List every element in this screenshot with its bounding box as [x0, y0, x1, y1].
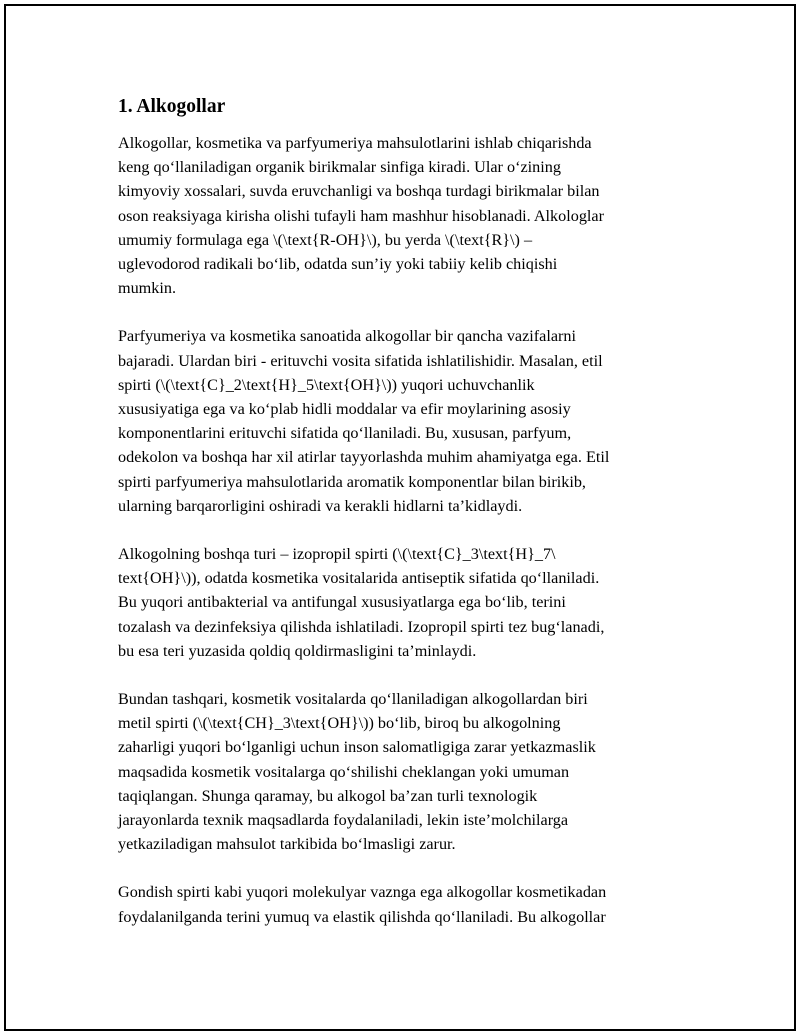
paragraph-line: keng qo‘llaniladigan organik birikmalar sinfiga kiradi. Ular o‘zining — [118, 158, 561, 177]
paragraph — [118, 687, 688, 856]
paragraph-line: text{OH}\)), odatda kosmetika vositalarida antiseptik sifatida qo‘llaniladi. — [118, 569, 600, 588]
paragraph-line: kimyoviy xossalari, suvda eruvchanligi va boshqa turdagi birikmalar bilan — [118, 182, 600, 201]
paragraph-line: Alkogolning boshqa turi – izopropil spirti (\(\text{C}_3\text{H}_7\ — [118, 545, 556, 564]
paragraph-line: xususiyatiga ega va ko‘plab hidli moddalar va efir moylarining asosiy — [118, 400, 571, 419]
paragraph-line: metil spirti (\(\text{CH}_3\text{OH}\)) bo‘lib, biroq bu alkogolning — [118, 714, 561, 733]
paragraph-line: jarayonlarda texnik maqsadlarda foydalaniladi, lekin iste’molchilarga — [118, 811, 569, 830]
paragraph-line: oson reaksiyaga kirisha olishi tufayli ham mashhur hisoblanadi. Alkologlar — [118, 206, 604, 225]
paragraph-line: Gondish spirti kabi yuqori molekulyar vaznga ega alkogollar kosmetikadan — [118, 883, 607, 902]
document-body — [118, 93, 688, 953]
paragraph-line: ularning barqarorligini oshiradi va kerakli hidlarni ta’kidlaydi. — [118, 496, 523, 515]
section-heading: 1. Alkogollar — [118, 96, 226, 117]
paragraph-line: zaharligi yuqori bo‘lganligi uchun inson salomatligiga zarar yetkazmaslik — [118, 738, 596, 757]
paragraph-line: taqiqlangan. Shunga qaramay, bu alkogol ba’zan turli texnologik — [118, 786, 538, 805]
paragraph-line: odekolon va boshqa har xil atirlar tayyorlashda muhim ahamiyatga ega. Etil — [118, 448, 610, 467]
paragraph-line: yetkaziladigan mahsulot tarkibida bo‘lmasligi zarur. — [118, 835, 456, 854]
paragraph — [118, 324, 688, 518]
paragraph-line: umumiy formulaga ega \(\text{R-OH}\), bu yerda \(\text{R}\) – — [118, 230, 533, 249]
paragraph-line: foydalanilganda terini yumuq va elastik qilishda qo‘llaniladi. Bu alkogollar — [118, 907, 606, 926]
paragraph-line: Bu yuqori antibakterial va antifungal xususiyatlarga ega bo‘lib, terini — [118, 593, 566, 612]
paragraph-line: uglevodorod radikali bo‘lib, odatda sun’iy yoki tabiiy kelib chiqishi — [118, 255, 558, 274]
paragraph-line: spirti (\(\text{C}_2\text{H}_5\text{OH}\)) yuqori uchuvchanlik — [118, 375, 535, 394]
paragraph — [118, 880, 688, 928]
paragraph — [118, 131, 688, 300]
paragraph — [118, 542, 688, 663]
paragraph-line: Alkogollar, kosmetika va parfyumeriya mahsulotlarini ishlab chiqarishda — [118, 134, 592, 152]
paragraph-line: bajaradi. Ulardan biri - erituvchi vosita sifatida ishlatilishidir. Masalan, etil — [118, 351, 603, 370]
paragraph-line: spirti parfyumeriya mahsulotlarida aromatik komponentlar bilan birikib, — [118, 472, 586, 491]
paragraph-line: Parfyumeriya va kosmetika sanoatida alkogollar bir qancha vazifalarni — [118, 327, 577, 346]
paragraph-line: mumkin. — [118, 279, 177, 298]
paragraphs-container — [118, 131, 688, 929]
paragraph-line: Bundan tashqari, kosmetik vositalarda qo‘llaniladigan alkogollardan biri — [118, 690, 588, 709]
paragraph-line: bu esa teri yuzasida qoldiq qoldirmasligini ta’minlaydi. — [118, 641, 477, 660]
paragraph-line: komponentlarini erituvchi sifatida qo‘llaniladi. Bu, xususan, parfyum, — [118, 424, 572, 443]
paragraph-line: tozalash va dezinfeksiya qilishda ishlatiladi. Izopropil spirti tez bug‘lanadi, — [118, 617, 605, 636]
paragraph-line: maqsadida kosmetik vositalarga qo‘shilishi cheklangan yoki umuman — [118, 762, 570, 781]
